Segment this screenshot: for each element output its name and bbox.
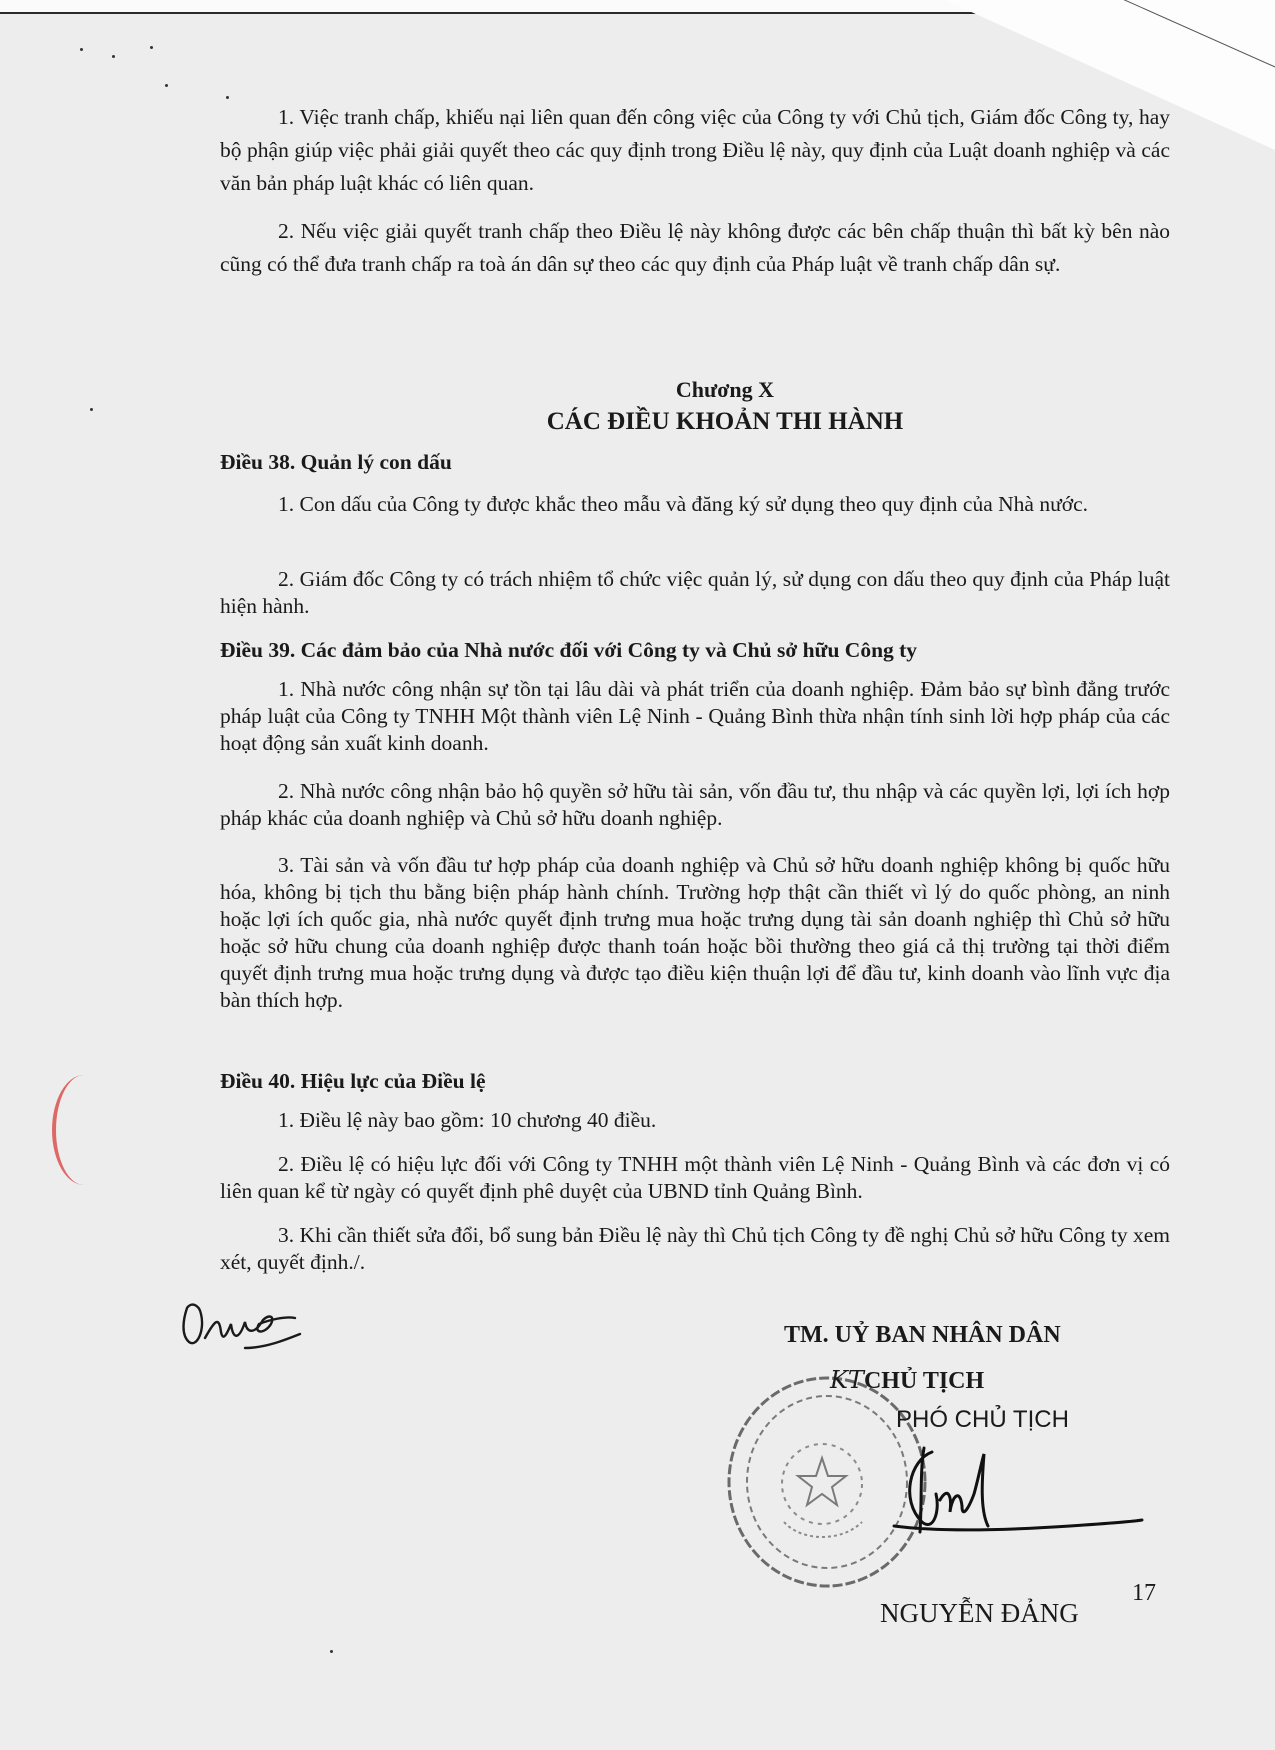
scan-speck (226, 96, 229, 99)
signatory-role-line (830, 1366, 984, 1395)
initials-signature (175, 1290, 335, 1365)
role-prefix-handwritten: KT (830, 1366, 864, 1394)
article-39-clause-3: 3. Tài sản và vốn đầu tư hợp pháp của doanh nghiệp và Chủ sở hữu doanh nghiệp không bị quốc hữu hóa, không bị tịch thu bằng biện pháp hành chính. Trường hợp thật cần thiết vì lý do quốc phòng, an ninh hoặc lợi ích quốc gia, nhà nước quyết định trưng mua hoặc trưng dụng tài sản doanh nghiệp thì Chủ sở hữu hoặc sở hữu chung của doanh nghiệp được thanh toán hoặc bồi thường theo giá cả thị trường tại thời điểm quyết định trưng mua hoặc trưng dụng và được tạo điều kiện thuận lợi để đầu tư, kinh doanh vào lĩnh vực địa bàn thích hợp. (220, 853, 1170, 1012)
dispute-clause-2: 2. Nếu việc giải quyết tranh chấp theo Điều lệ này không được các bên chấp thuận thì bất kỳ bên nào cũng có thể đưa tranh chấp ra toà án dân sự theo các quy định của Pháp luật về tranh chấp dân sự. (220, 219, 1170, 276)
article-40-clause-2: 2. Điều lệ có hiệu lực đối với Công ty TNHH một thành viên Lệ Ninh - Quảng Bình và các đơn vị có liên quan kể từ ngày có quyết định phê duyệt của UBND tỉnh Quảng Bình. (220, 1152, 1170, 1203)
article-38-heading: Điều 38. Quản lý con dấu (220, 450, 452, 474)
scan-speck (165, 84, 168, 87)
signatory-organization: TM. UỶ BAN NHÂN DÂN (784, 1322, 1061, 1348)
article-39-heading: Điều 39. Các đảm bảo của Nhà nước đối với Công ty và Chủ sở hữu Công ty (220, 638, 918, 662)
article-38-clause-1: 1. Con dấu của Công ty được khắc theo mẫu và đăng ký sử dụng theo quy định của Nhà nước. (278, 492, 1089, 516)
scan-speck (330, 1650, 333, 1653)
scan-speck (90, 408, 93, 411)
article-40-clause-3: 3. Khi cần thiết sửa đổi, bổ sung bản Điều lệ này thì Chủ tịch Công ty đề nghị Chủ sở hữu Công ty xem xét, quyết định./. (220, 1223, 1170, 1274)
page-number: 17 (1132, 1580, 1156, 1606)
signatory-deputy-title: PHÓ CHỦ TỊCH (896, 1406, 1069, 1433)
chapter-title: CÁC ĐIỀU KHOẢN THI HÀNH (546, 408, 904, 435)
article-40-clause-1: 1. Điều lệ này bao gồm: 10 chương 40 điều. (278, 1108, 657, 1132)
handwritten-signature (870, 1440, 1145, 1560)
signatory-role: CHỦ TỊCH (863, 1368, 985, 1394)
article-40-heading: Điều 40. Hiệu lực của Điều lệ (220, 1069, 486, 1093)
scan-speck (80, 48, 83, 51)
dispute-clause-1: 1. Việc tranh chấp, khiếu nại liên quan đến công việc của Công ty với Chủ tịch, Giám đốc Công ty, hay bộ phận giúp việc phải giải quyết theo các quy định trong Điều lệ này, quy định của Luật doanh nghiệp và các văn bản pháp luật khác có liên quan. (220, 105, 1170, 195)
article-38-clause-2: 2. Giám đốc Công ty có trách nhiệm tổ chức việc quản lý, sử dụng con dấu theo quy định của Pháp luật hiện hành. (220, 567, 1170, 618)
scan-speck (150, 46, 153, 49)
red-ink-mark (52, 1075, 116, 1185)
signatory-name: NGUYỄN ĐẢNG (880, 1598, 1079, 1628)
scan-speck (112, 55, 115, 58)
article-39-clause-2: 2. Nhà nước công nhận bảo hộ quyền sở hữu tài sản, vốn đầu tư, thu nhập và các quyền lợi, lợi ích hợp pháp khác của doanh nghiệp và Chủ sở hữu doanh nghiệp. (220, 779, 1170, 830)
article-39-clause-1: 1. Nhà nước công nhận sự tồn tại lâu dài và phát triển của doanh nghiệp. Đảm bảo sự bình đẳng trước pháp luật của Công ty TNHH Một thành viên Lệ Ninh - Quảng Bình thừa nhận tính sinh lời hợp pháp của các hoạt động sản xuất kinh doanh. (220, 677, 1170, 755)
chapter-label: Chương X (675, 377, 775, 402)
